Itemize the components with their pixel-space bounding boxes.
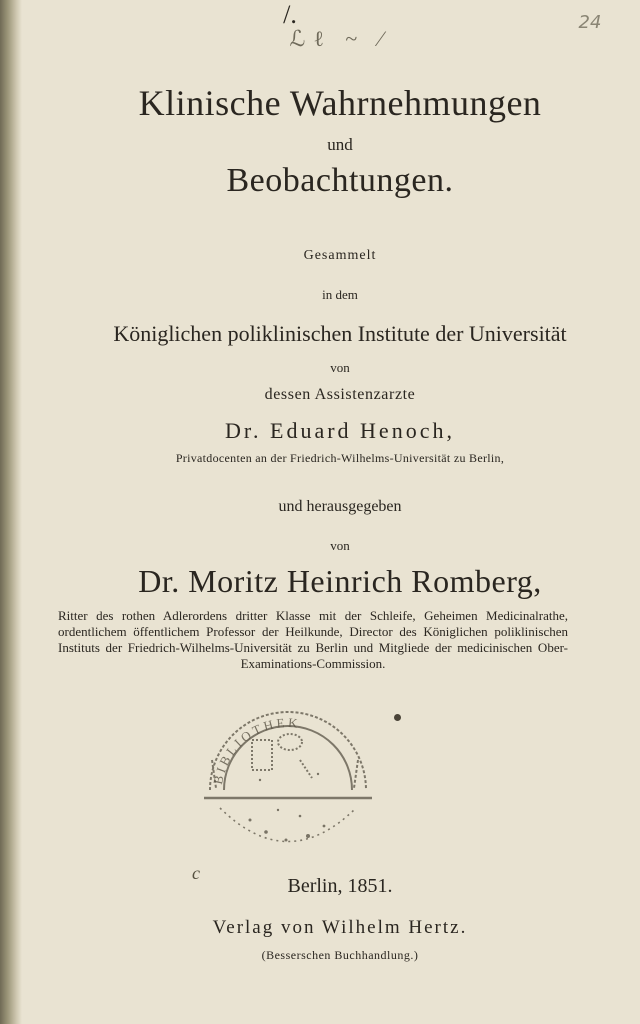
romberg-titles: Ritter des rothen Adlerordens dritter Klasse mit der Schleife, Geheimen Medicinalrathe, ordentlichem öffentlichem Professor der Heilkunde, Director des Königlichen poliklinischen Instituts der Friedrich-Wilhelms-Universität zu Berlin und Mitgliede der medicinischen Ober-Examinations-Commission. bbox=[58, 608, 568, 671]
von-label-2: von bbox=[330, 538, 350, 553]
in-dem-label: in dem bbox=[322, 287, 358, 302]
herausgegeben-label: und herausgegeben bbox=[278, 498, 402, 515]
pencil-c-mark: c bbox=[192, 863, 200, 883]
author-henoch: Dr. Eduard Henoch, bbox=[225, 418, 455, 443]
pencil-scribble: ℒℓ ~ ⁄ bbox=[289, 26, 391, 51]
title-connector: und bbox=[327, 135, 353, 154]
title-line-2: Beobachtungen. bbox=[226, 162, 454, 199]
author-romberg: Dr. Moritz Heinrich Romberg, bbox=[138, 563, 542, 599]
institute-name: Königlichen poliklinischen Institute der Universität bbox=[113, 321, 567, 346]
von-label-1: von bbox=[330, 360, 350, 375]
title-line-1: Klinische Wahrnehmungen bbox=[138, 83, 542, 123]
svg-text:BIBLIOTHEK bbox=[210, 715, 301, 786]
library-stamp bbox=[190, 690, 385, 870]
page-number: 24 bbox=[578, 12, 602, 33]
stamp-text: BIBLIOTHEK bbox=[210, 714, 302, 786]
bookshop: (Besserschen Buchhandlung.) bbox=[261, 948, 419, 962]
top-pencil-mark: /. bbox=[283, 0, 297, 29]
ink-dot bbox=[394, 714, 401, 721]
place-and-year: Berlin, 1851. bbox=[287, 875, 393, 897]
publisher: Verlag von Wilhelm Hertz. bbox=[212, 917, 468, 938]
henoch-affiliation: Privatdocenten an der Friedrich-Wilhelms-Universität zu Berlin, bbox=[175, 451, 505, 465]
gesammelt-label: Gesammelt bbox=[303, 248, 377, 263]
assistant-label: dessen Assistenzarzte bbox=[264, 386, 416, 403]
